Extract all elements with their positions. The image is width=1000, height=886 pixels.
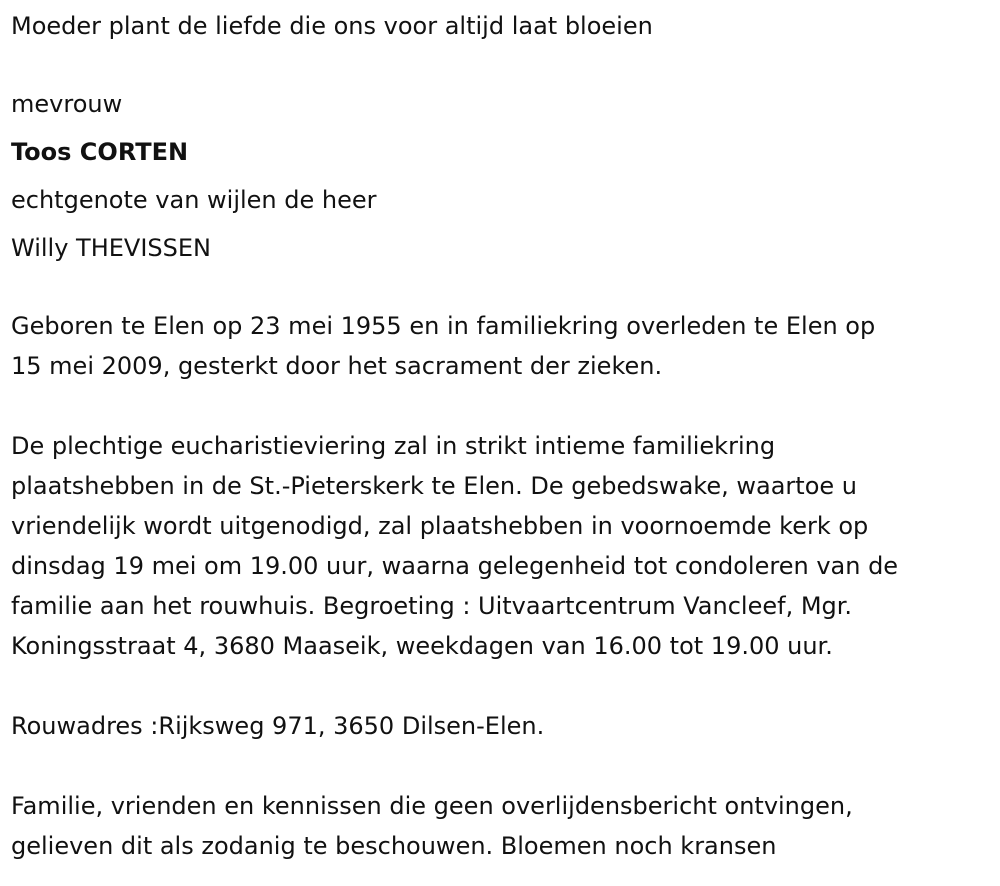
paragraph-line: 15 mei 2009, gesterkt door het sacrament der zieken.	[11, 352, 663, 380]
title-prefix: mevrouw	[11, 90, 123, 118]
notice-paragraph	[11, 786, 996, 866]
paragraph-line: familie aan het rouwhuis. Begroeting : Uitvaartcentrum Vancleef, Mgr.	[11, 592, 853, 620]
paragraph-line: Koningsstraat 4, 3680 Maaseik, weekdagen van 16.00 tot 19.00 uur.	[11, 632, 833, 660]
paragraph-line: vriendelijk wordt uitgenodigd, zal plaatshebben in voornoemde kerk op	[11, 512, 869, 540]
paragraph-line: Familie, vrienden en kennissen die geen overlijdensbericht ontvingen,	[11, 792, 853, 820]
spacer	[11, 746, 996, 786]
ceremony-paragraph	[11, 426, 996, 666]
relation-text: echtgenote van wijlen de heer	[11, 186, 377, 214]
spouse-name: Willy THEVISSEN	[11, 234, 211, 262]
paragraph-line: De plechtige eucharistieviering zal in strikt intieme familiekring	[11, 432, 776, 460]
spacer	[11, 386, 996, 426]
paragraph-line: plaatshebben in de St.-Pieterskerk te Elen. De gebedswake, waartoe u	[11, 472, 857, 500]
obituary-text	[11, 0, 996, 866]
mourning-address: Rouwadres :Rijksweg 971, 3650 Dilsen-Elen.	[11, 712, 545, 740]
spacer	[11, 46, 996, 86]
motto: Moeder plant de liefde die ons voor altijd laat bloeien	[11, 12, 653, 40]
deceased-name: Toos CORTEN	[11, 138, 189, 166]
spacer	[11, 666, 996, 706]
spacer	[11, 268, 996, 308]
birth-paragraph	[11, 306, 996, 386]
paragraph-line: gelieven dit als zodanig te beschouwen. Bloemen noch kransen	[11, 832, 777, 860]
paragraph-line: dinsdag 19 mei om 19.00 uur, waarna gelegenheid tot condoleren van de	[11, 552, 899, 580]
paragraph-line: Geboren te Elen op 23 mei 1955 en in familiekring overleden te Elen op	[11, 312, 876, 340]
